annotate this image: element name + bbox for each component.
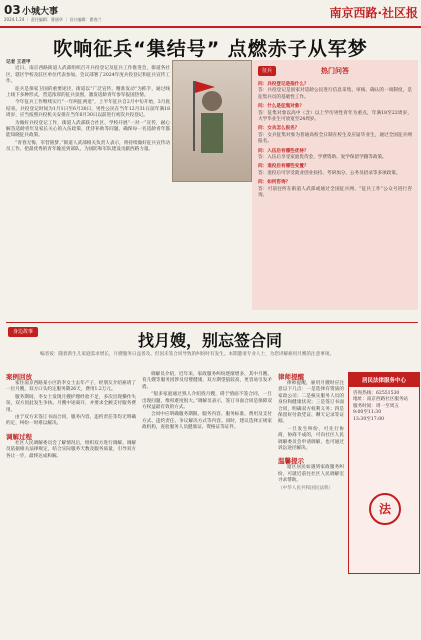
- page-meta: 2024.1.24 ｜ 责任编辑：曹丽华 ｜ 设计编辑：翟春兰: [4, 17, 102, 22]
- paragraph: 由于双方未签订书面合同，服务内容、违约责任等均无明确约定，纠纷一时难以解决。: [6, 415, 136, 427]
- answer: 答：可前往所在街道人武部或通过全国征兵网、“征兵工作”公众号进行咨询。: [258, 186, 412, 199]
- main-headline: 吹响征兵“集结号” 点燃赤子从军梦: [53, 38, 368, 60]
- footer-note: （中华人民共和国民法典）: [278, 485, 334, 491]
- paragraph: “青春无悔，军营圆梦。”街道人武部相关负责人表示，将持续做好征兵宣传动员工作，把最优秀的青年输送到部队，为国防和军队建设贡献西路力量。: [6, 140, 170, 153]
- paragraph: 合同中应明确服务期限、服务内容、服务标准、费用及支付方式、违约责任、争议解决方式等内容。同时，建议选择正规家政机构，查验服务人员健康证、资格证等证件。: [142, 412, 272, 431]
- qa-item: [258, 180, 412, 199]
- question: 问：退役后有哪些安置？: [258, 164, 309, 170]
- column-2: [142, 372, 272, 433]
- column-1: [6, 372, 136, 461]
- soldier-illustration: [173, 61, 251, 181]
- legal-service-sidebar: [348, 372, 420, 574]
- page-number: 03: [4, 3, 21, 17]
- qa-item: [258, 82, 412, 101]
- section2-badge: 身边故事: [8, 327, 38, 337]
- paragraph: 律师提醒，雇用月嫂时应注意以下几点：一是选择有资质的家政公司；二是核实服务人员的身份和健康状况；三是签订书面合同，明确双方权利义务；四是保留好付款凭证、聊天记录等证据。: [278, 381, 344, 425]
- qa-item: [258, 149, 412, 162]
- panel-title: 热门问答: [321, 67, 349, 75]
- qa-list: [258, 82, 412, 200]
- paragraph: 家住南京西路某小区的李女士去年产子，经朋友介绍雇请了一位月嫂，双方口头约定服务期26天，费用1.2万元。: [6, 381, 136, 393]
- section2-title: 找月嫂，别忘签合同: [137, 331, 282, 350]
- column-body: [278, 381, 344, 452]
- sidebar-line: 服务时间：周一至周五: [353, 403, 399, 409]
- column-body: [6, 381, 136, 428]
- answer: 答：兵役登记是国家对适龄公民进行信息采集、审核、确认的一项制度，是征集兵员的基础性工作。: [258, 88, 412, 100]
- sidebar-line: 9:00至11:30: [353, 410, 382, 416]
- newspaper-brand: 南京西路·社区报: [329, 6, 418, 20]
- paragraph: 征兵是保家卫国的重要途径，街道以“广泛宣传、精准发动”为抓手，通过线上线下多种形式，营造浓厚的征兵氛围，激发适龄青年参军报国热情。: [6, 86, 170, 99]
- paragraph: 调解员介绍，近年来，家政服务纠纷逐渐增多，其中月嫂、育儿嫂等服务因涉及母婴健康，双方期望值较高，更容易引发矛盾。: [142, 372, 272, 390]
- paragraph: 今年征兵工作继续实行“一年两征两退”，上半年征兵自2月中旬开始，3月底结束。兵役登记时间为1月1日至6月30日，男性公民在当年12月31日前年满18周岁，应当按照兵役机关安排在当年6月30日以前进行初次兵役登记。: [6, 100, 170, 119]
- answer: 答：征集对象以高中（含）以上学历男性青年为重点，年满18至22周岁，大学毕业生可放宽至24周岁。: [258, 110, 412, 123]
- header-divider: [0, 26, 421, 28]
- column-body: [142, 372, 272, 432]
- column-heading: 律师提醒: [278, 373, 304, 381]
- sidebar-title: 居民法律服务中心: [349, 373, 419, 387]
- article-photo: [172, 60, 252, 182]
- qa-item: [258, 104, 412, 123]
- paragraph: 为做好兵役登记工作，街道人武部联合社区、学校开展“一对一”宣传，耐心解答适龄青年及家长关心的入伍政策、优待补助等问题，确保每一名适龄青年都能知晓征兵政策。: [6, 120, 170, 139]
- article-top: [6, 60, 170, 320]
- sidebar-line: 地址：南京西路社区服务站: [353, 397, 409, 403]
- section-name: 小城大事: [22, 7, 59, 17]
- paragraph: 服务期间，李女士发现月嫂护理经验不足，多次出现操作失误，双方因此发生争执。月嫂中途离开，并要求全额支付服务费用。: [6, 394, 136, 413]
- column-heading: 调解过程: [6, 432, 32, 441]
- qa-item: [258, 126, 412, 145]
- paragraph: 近日，南京西路街道人武部组织召开兵役登记及征兵工作推进会，街道各社区、辖区学校及驻区单位代表参加。会议部署了2024年度兵役登记和征兵宣传工作。: [6, 66, 170, 85]
- column-body: [6, 441, 136, 460]
- paragraph: 辖区居民如遇到家政服务纠纷，可就近前往社区人民调解室寻求帮助。: [278, 465, 344, 484]
- section-divider: [6, 322, 418, 323]
- paragraph: 一旦发生纠纷，可先行协商，协商不成的，可向社区人民调解委员会申请调解，也可通过诉讼途径解决。: [278, 426, 344, 452]
- stamp-icon: 法: [369, 493, 401, 525]
- column-heading: 温馨提示: [278, 457, 304, 466]
- sidebar-line: 13:30至17:00: [353, 416, 385, 422]
- paragraph: 社区人民调解委员会了解情况后，组织双方进行调解。调解员依据相关法律规定，结合实际服务天数及服务质量，引导双方各让一步，最终达成和解。: [6, 440, 136, 459]
- question: 问：兵役登记是指什么？: [258, 82, 309, 87]
- question: 问：如何咨询？: [258, 180, 291, 186]
- answer: 答：入伍后享受家庭优待金、学费资助、复学保留学籍等政策。: [258, 155, 387, 161]
- answer: 答：退役后可享受就业创业扶持、考研加分、公务员招录等多项政策。: [258, 170, 401, 176]
- column-body: [278, 465, 344, 484]
- column-heading: 案例回放: [6, 373, 32, 381]
- qa-item: [258, 164, 412, 177]
- paragraph: “很多家庭通过熟人介绍找月嫂，碍于情面不签合同，一旦出现问题，维权难度很大。”调解员表示，签订书面合同是保障双方权益最有效的方式。: [142, 392, 272, 411]
- question: 问：女兵怎么报名？: [258, 126, 300, 132]
- column-3: [278, 372, 344, 492]
- section2-lead: 编者按：随着新生儿家庭需求增长，月嫂服务日益普及。但因未签合同导致的纠纷时有发生。本期邀请专业人士，为您讲解雇用月嫂的注意事项。: [40, 352, 335, 357]
- page-header: [0, 0, 421, 30]
- sidebar-body: [349, 387, 419, 427]
- question: 问：什么是征集对象？: [258, 104, 304, 110]
- question: 问：入伍后有哪些优待？: [258, 148, 309, 154]
- article-body: [6, 66, 170, 153]
- hot-questions-panel: [252, 60, 418, 310]
- byline: 记者 王君甲: [6, 60, 31, 65]
- answer: 答：女兵征集对象为普通高校全日制在校生及应届毕业生，通过全国征兵网报名。: [258, 132, 412, 145]
- panel-badge: 征兵: [258, 66, 276, 76]
- sidebar-line: 咨询热线：62551530: [353, 391, 400, 396]
